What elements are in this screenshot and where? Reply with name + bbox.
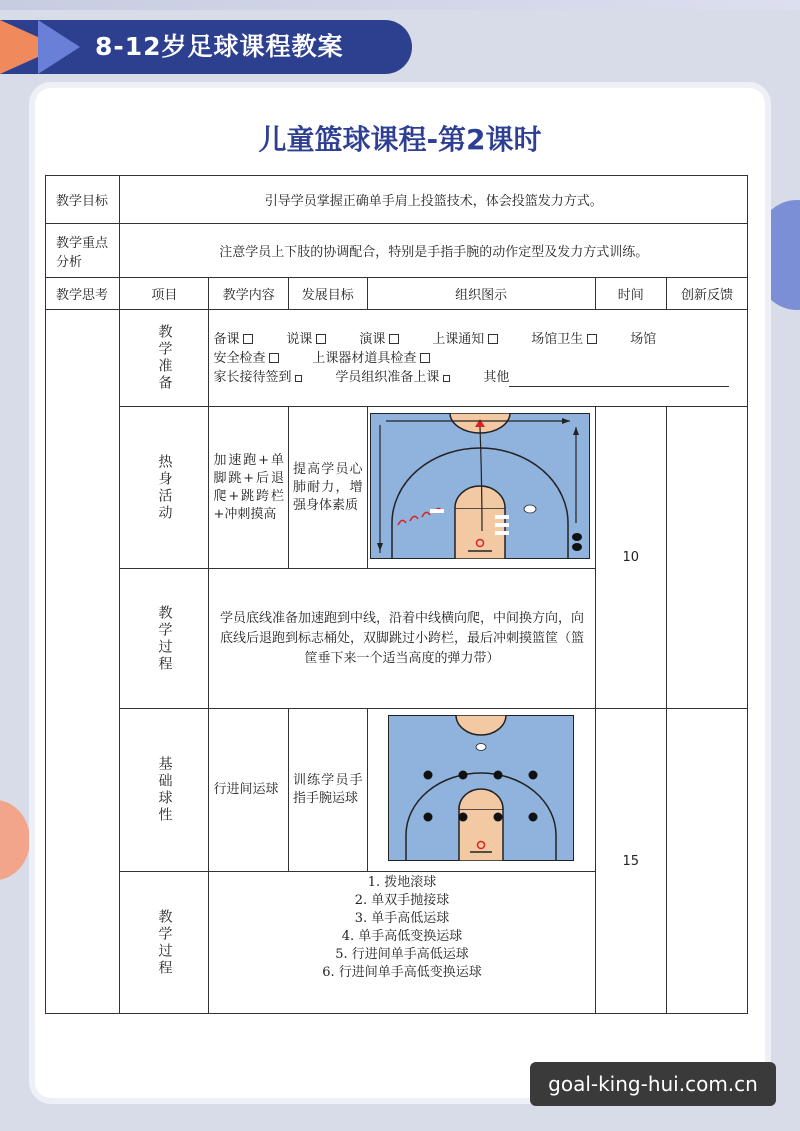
list-item: 6. 行进间单手高低变换运球 — [322, 965, 482, 980]
prep-item: 备课 — [213, 331, 240, 347]
basics-court-diagram — [388, 715, 574, 861]
basics-row — [46, 709, 748, 872]
process2-list — [209, 872, 595, 1014]
col-time: 时间 — [595, 278, 667, 310]
prep-row — [46, 310, 748, 407]
basics-target: 训练学员手指手腕运球 — [288, 709, 367, 872]
list-item: 4. 单手高低变换运球 — [341, 929, 463, 944]
lesson-plan-table — [45, 175, 748, 1014]
document-title: 儿童篮球课程-第2课时 — [258, 123, 542, 156]
prep-item: 演课 — [359, 331, 386, 347]
process1-label-cell — [120, 569, 209, 709]
other-blank-line[interactable] — [509, 375, 729, 387]
goal-text: 引导学员掌握正确单手肩上投篮技术，体会投篮发力方式。 — [120, 176, 748, 224]
checkbox[interactable] — [443, 375, 450, 382]
basics-diagram-cell — [367, 709, 595, 872]
checkbox[interactable] — [420, 353, 430, 363]
process1-label: 教学过程 — [156, 604, 173, 673]
prep-label: 教学准备 — [156, 324, 173, 392]
basics-content: 行进间运球 — [209, 709, 289, 872]
warmup-court-diagram — [370, 413, 590, 559]
prep-item: 学员组织准备上课 — [335, 369, 440, 385]
list-item: 3. 单手高低运球 — [354, 911, 450, 926]
prep-item: 场馆卫生 — [531, 331, 584, 347]
warmup-label: 热身活动 — [156, 453, 173, 522]
key-points-row — [46, 224, 748, 278]
warmup-time: 10 — [595, 407, 667, 709]
checkbox[interactable] — [488, 334, 498, 344]
checkbox[interactable] — [295, 375, 302, 382]
goal-row — [46, 176, 748, 224]
warmup-feedback — [667, 407, 748, 709]
warmup-row — [46, 407, 748, 569]
prep-item: 上课器材道具检查 — [312, 350, 417, 366]
prep-line-3 — [213, 368, 743, 387]
col-content: 教学内容 — [209, 278, 289, 310]
list-item: 1. 拨地滚球 — [367, 875, 437, 890]
prep-item: 上课通知 — [432, 331, 485, 347]
goal-label: 教学目标 — [46, 176, 120, 224]
thinking-cell — [46, 310, 120, 1014]
key-points-text: 注意学员上下肢的协调配合，特别是手指手腕的动作定型及发力方式训练。 — [120, 224, 748, 278]
decorative-circle-left — [0, 800, 30, 880]
col-item: 项目 — [120, 278, 209, 310]
prep-line-2 — [213, 349, 743, 368]
process2-label: 教学过程 — [156, 908, 173, 977]
col-target: 发展目标 — [288, 278, 367, 310]
prep-checklist — [209, 310, 748, 407]
checkbox[interactable] — [269, 353, 279, 363]
prep-item: 安全检查 — [213, 350, 266, 366]
process1-text: 学员底线准备加速跑到中线，沿着中线横向爬，中间换方向，向底线后退跑到标志桶处，双脚跳过小跨栏，最后冲刺摸篮筐（篮筐垂下来一个适当高度的弹力带） — [209, 569, 595, 709]
warmup-label-cell — [120, 407, 209, 569]
warmup-content: 加速跑+单脚跳+后退爬+跳跨栏+冲刺摸高 — [209, 407, 289, 569]
warmup-diagram-cell — [367, 407, 595, 569]
prep-item: 场馆 — [630, 331, 657, 347]
list-item: 2. 单双手抛接球 — [354, 893, 450, 908]
prep-item: 家长接待签到 — [213, 369, 292, 385]
basics-label: 基础球性 — [156, 756, 173, 824]
checkbox[interactable] — [316, 334, 326, 344]
basics-label-cell — [120, 709, 209, 872]
list-item: 5. 行进间单手高低运球 — [335, 947, 469, 962]
prep-line-1 — [213, 330, 743, 349]
col-thinking: 教学思考 — [46, 278, 120, 310]
col-diagram: 组织图示 — [367, 278, 595, 310]
prep-item: 其他 — [483, 369, 510, 385]
header-title: 8-12岁足球课程教案 — [95, 32, 344, 61]
prep-item: 说课 — [286, 331, 313, 347]
column-header-row — [46, 278, 748, 310]
checkbox[interactable] — [587, 334, 597, 344]
watermark: goal-king-hui.com.cn — [530, 1062, 776, 1106]
top-band — [0, 0, 800, 10]
checkbox[interactable] — [389, 334, 399, 344]
basics-feedback — [667, 709, 748, 1014]
warmup-target: 提高学员心肺耐力，增强身体素质 — [288, 407, 367, 569]
process2-label-cell — [120, 872, 209, 1014]
col-feedback: 创新反馈 — [667, 278, 748, 310]
prep-label-cell — [120, 310, 209, 407]
basics-time: 15 — [595, 709, 667, 1014]
checkbox[interactable] — [243, 334, 253, 344]
header-accent-blue — [38, 20, 80, 74]
key-points-label: 教学重点分析 — [46, 224, 120, 278]
